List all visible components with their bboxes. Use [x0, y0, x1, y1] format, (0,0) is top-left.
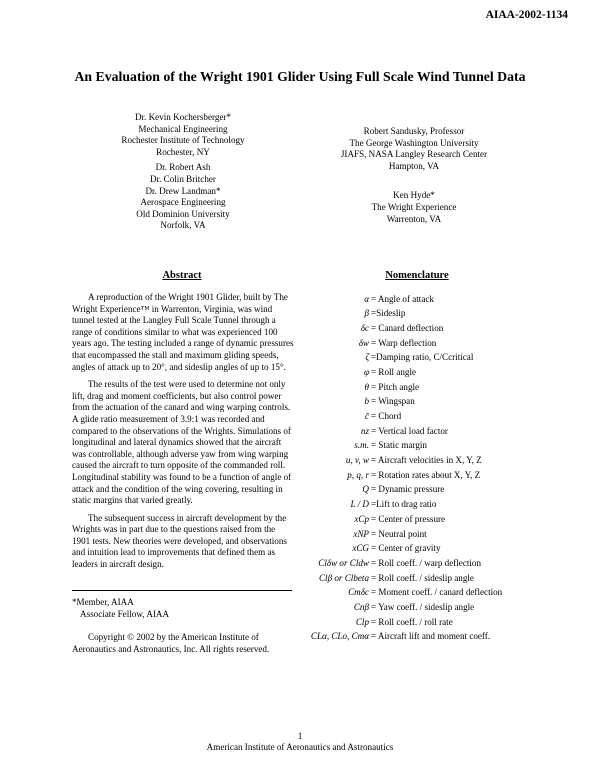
author-block [324, 190, 504, 225]
author-line: Aerospace Engineering [140, 197, 226, 208]
author-line: Dr. Robert Ash [155, 162, 211, 173]
nomenclature-symbol: Cnβ [353, 601, 369, 612]
nomenclature-definition: = Roll coeff. / roll rate [371, 616, 453, 627]
nomenclature-definition: = Warp deflection [371, 337, 437, 348]
report-id: AIAA-2002-1134 [485, 9, 568, 21]
authors-right [324, 126, 504, 229]
nomenclature-item [306, 556, 546, 571]
nomenclature-symbol: θ [364, 381, 369, 392]
nomenclature-symbol: δw [358, 337, 369, 348]
nomenclature-item [306, 586, 546, 601]
nomenclature-definition: = Roll angle [371, 366, 417, 377]
nomenclature-definition: = Pitch angle [371, 381, 420, 392]
nomenclature-item [306, 468, 546, 483]
nomenclature-symbol: s.m. [354, 440, 369, 451]
nomenclature-definition: = Wingspan [371, 396, 415, 407]
nomenclature-item [306, 542, 546, 557]
nomenclature-symbol: Q [362, 484, 369, 495]
nomenclature-item [306, 571, 546, 586]
nomenclature-symbol: CLα, CLo, Cmα [310, 631, 369, 642]
nomenclature-item [306, 615, 546, 630]
nomenclature-definition: = Canard deflection [371, 322, 444, 333]
nomenclature-symbol: u, v, w [345, 455, 369, 466]
author-block [324, 126, 504, 172]
nomenclature-definition: = Moment coeff. / canard deflection [371, 587, 503, 598]
author-line: Dr. Colin Britcher [150, 173, 216, 184]
nomenclature-definition: =Lift to drag ratio [371, 499, 437, 510]
author-block [108, 112, 258, 158]
nomenclature-definition: =Sideslip [371, 308, 406, 319]
abstract-paragraph: The results of the test were used to determine not only lift, drag and moment coefficients, but also control power from the actuation of the canard and wing warping controls. A glide ratio measurement of 3.9:1 was recorded and compared to the observations of the Wrights. Simulations of longitudinal and lateral dynamics showed that the aircraft was controllable, although adverse yaw from wing warping caused the aircraft to turn opposite of the commanded roll. Longitudinal stability was found to be a function of angle of attack and the condition of the wing covering, resulting in static margins that varied greatly. [72, 379, 292, 506]
nomenclature-item [306, 527, 546, 542]
nomenclature-item [306, 307, 546, 322]
author-line: Old Dominion University [136, 208, 230, 219]
abstract-heading: Abstract [162, 270, 202, 281]
abstract-paragraph: The subsequent success in aircraft development by the Wrights was in part due to the questions raised from the 1901 tests. New theories were developed, and observations and intuition lead to improvements that defined them as leaders in aircraft design. [72, 512, 287, 570]
author-line: The George Washington University [349, 137, 479, 148]
abstract-paragraph: A reproduction of the Wright 1901 Glider, built by The Wright Experience™ in Warrenton, Virginia, was wind tunnel tested at the Langley Full Scale Tunnel through a range of conditions similar to what was experienced 100 years ago. The testing included a range of dynamic pressures that encompassed the stall and maximum gliding speeds, angles of attack up to 20°, and sideslip angles of up to 15°. [72, 292, 294, 372]
nomenclature-item [306, 483, 546, 498]
nomenclature-symbol: Clp [355, 616, 369, 627]
nomenclature-item [306, 351, 546, 366]
author-line: Norfolk, VA [160, 220, 206, 231]
nomenclature-definition: =Damping ratio, C/Ccritical [371, 352, 474, 363]
page-footer: American Institute of Aeronautics and Astronautics [206, 742, 394, 752]
nomenclature-symbol: Clβ or Clbeta [318, 572, 369, 583]
nomenclature-symbol: ζ [365, 352, 369, 363]
footnote-rule [72, 590, 292, 591]
author-line: Rochester Institute of Technology [121, 135, 245, 146]
nomenclature-definition: = Dynamic pressure [371, 484, 445, 495]
copyright-text: Copyright © 2002 by the American Institute of Aeronautics and Astronautics, Inc. All rights reserved. [72, 632, 270, 654]
nomenclature-definition: = Aircraft lift and moment coeff. [371, 631, 491, 642]
copyright [72, 632, 296, 655]
nomenclature-definition: = Center of pressure [371, 513, 446, 524]
nomenclature-item [306, 321, 546, 336]
nomenclature-item [306, 630, 546, 645]
author-line: Dr. Kevin Kochersberger* [134, 112, 232, 122]
nomenclature-item [306, 600, 546, 615]
nomenclature-definition: = Roll coeff. / warp deflection [371, 557, 482, 568]
nomenclature-definition: = Neutral point [371, 528, 427, 539]
author-line: Warrenton, VA [386, 213, 442, 224]
author-line: Hampton, VA [388, 160, 440, 171]
abstract-body [72, 292, 294, 577]
nomenclature-item [306, 454, 546, 469]
nomenclature-symbol: α [364, 293, 369, 304]
nomenclature-symbol: φ [363, 366, 369, 377]
nomenclature-symbol: xCp [354, 513, 369, 524]
nomenclature-definition: = Rotation rates about X, Y, Z [371, 469, 481, 480]
nomenclature-item [306, 439, 546, 454]
nomenclature-symbol: Cmδc [348, 587, 369, 598]
author-line: Mechanical Engineering [138, 123, 228, 134]
nomenclature-item [306, 336, 546, 351]
footnote [72, 597, 292, 620]
nomenclature-symbol: c̄ [364, 411, 369, 422]
nomenclature-item [306, 410, 546, 425]
nomenclature-symbol: p, q, r [347, 469, 369, 480]
author-line: Robert Sandusky, Professor [363, 126, 465, 136]
nomenclature-definition: = Vertical load factor [371, 425, 448, 436]
author-line: Dr. Drew Landman* [145, 185, 221, 196]
nomenclature-definition: = Roll coeff. / sideslip angle [371, 572, 474, 583]
nomenclature-symbol: δc [360, 322, 369, 333]
author-line: The Wright Experience [371, 201, 457, 212]
nomenclature-item [306, 512, 546, 527]
authors-left [108, 112, 258, 236]
paper-title: An Evaluation of the Wright 1901 Glider Using Full Scale Wind Tunnel Data [74, 69, 526, 84]
nomenclature-definition: = Aircraft velocities in X, Y, Z [371, 455, 482, 466]
author-line: Ken Hyde* [393, 190, 435, 201]
nomenclature-symbol: Clδw or Cldw [318, 557, 369, 568]
nomenclature-symbol: xNP [353, 528, 369, 539]
nomenclature-definition: = Chord [371, 411, 402, 422]
nomenclature-item [306, 292, 546, 307]
author-block [108, 162, 258, 232]
nomenclature-item [306, 380, 546, 395]
author-line: Rochester, NY [156, 146, 210, 157]
nomenclature-symbol: nz [360, 425, 369, 436]
nomenclature-definition: = Center of gravity [371, 543, 441, 554]
nomenclature-definition: = Angle of attack [371, 293, 434, 304]
nomenclature-symbol: β [364, 308, 369, 319]
nomenclature-symbol: L / D [350, 499, 369, 510]
nomenclature-item [306, 424, 546, 439]
nomenclature-item [306, 365, 546, 380]
footnote-line: *Member, AIAA [72, 597, 134, 607]
nomenclature-item [306, 395, 546, 410]
nomenclature-symbol: b [364, 396, 369, 407]
nomenclature-definition: = Yaw coeff. / sideslip angle [371, 601, 475, 612]
footnote-line: Associate Fellow, AIAA [80, 608, 170, 619]
nomenclature-item [306, 498, 546, 513]
nomenclature-list [306, 292, 546, 645]
nomenclature-definition: = Static margin [371, 440, 427, 451]
nomenclature-heading: Nomenclature [385, 270, 449, 281]
author-line: JIAFS, NASA Langley Research Center [340, 149, 488, 160]
nomenclature-symbol: xCG [352, 543, 369, 554]
page-number: 1 [297, 731, 303, 741]
